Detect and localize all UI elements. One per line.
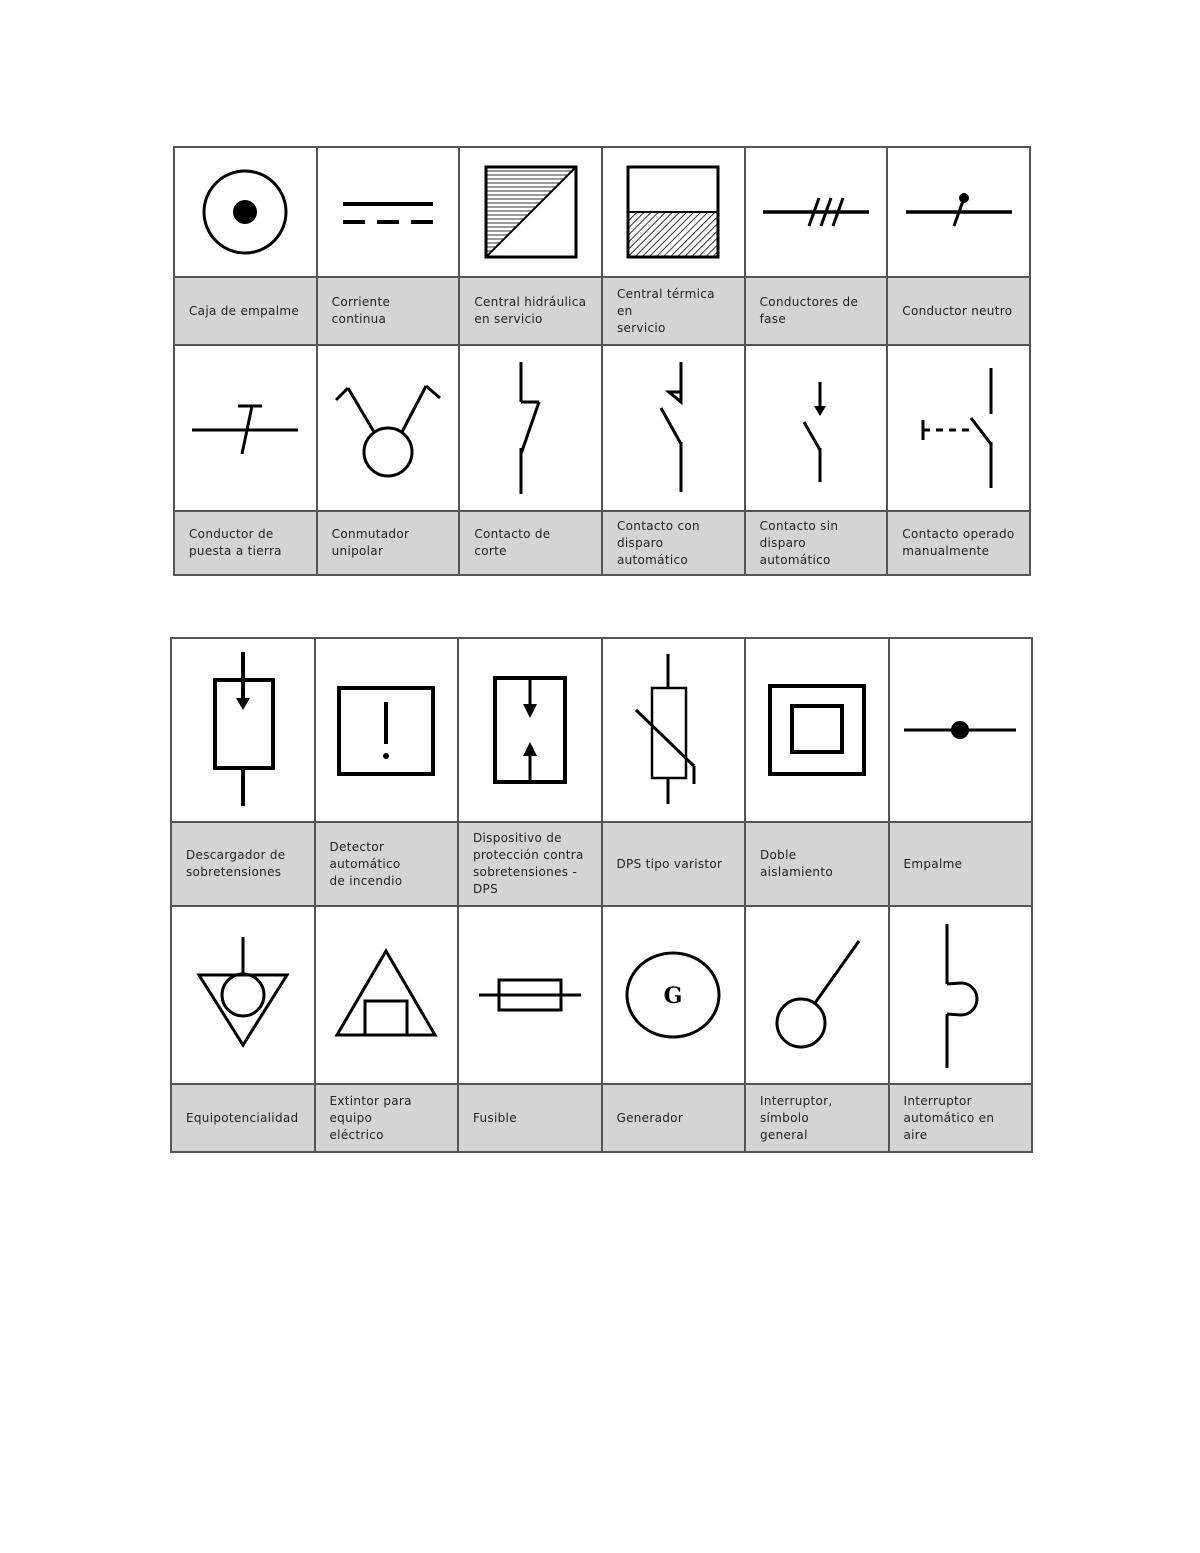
- symbol-label: DPS tipo varistor: [616, 856, 723, 871]
- phase-conductors-icon: [761, 182, 871, 242]
- label-cell: [171, 1084, 315, 1152]
- symbol-cell: [458, 906, 602, 1084]
- extinguisher-icon: [331, 945, 441, 1045]
- symbol-cell: [887, 147, 1030, 277]
- label-cell: [315, 822, 459, 906]
- symbols-table-2: [170, 637, 1033, 1153]
- label-cell: [459, 511, 602, 575]
- table-row: [171, 638, 1032, 822]
- break-contact-icon: [501, 358, 561, 498]
- symbol-label: Contacto sin disparo automático: [759, 518, 839, 567]
- symbol-cell: [602, 147, 745, 277]
- generator-letter: G: [663, 983, 683, 1009]
- symbol-cell: [745, 638, 889, 822]
- label-cell: [602, 277, 745, 345]
- symbol-cell: [174, 147, 317, 277]
- symbol-label: Conductor neutro: [902, 303, 1013, 318]
- symbol-cell: [889, 906, 1033, 1084]
- symbol-cell: [887, 345, 1030, 511]
- hydraulic-plant-icon: [481, 162, 581, 262]
- symbol-label: Contacto de corte: [474, 527, 551, 558]
- symbol-label: Corriente continua: [331, 295, 391, 326]
- table-row: [174, 511, 1030, 575]
- symbol-label: Contacto con disparo automático: [616, 518, 700, 567]
- symbol-cell: [317, 147, 460, 277]
- label-cell: [315, 1084, 459, 1152]
- symbol-label: Descargador de sobretensiones: [186, 848, 286, 879]
- surge-arrester-icon: [203, 650, 283, 810]
- label-cell: [745, 511, 888, 575]
- symbol-cell: [315, 638, 459, 822]
- label-cell: [745, 1084, 889, 1152]
- symbol-label: Extintor para equipo eléctrico: [329, 1093, 412, 1142]
- symbol-label: Interruptor, símbolo general: [760, 1093, 833, 1142]
- junction-box-icon: [195, 162, 295, 262]
- symbol-label: Empalme: [903, 856, 963, 871]
- varistor-icon: [628, 650, 718, 810]
- generator-icon: [623, 950, 723, 1040]
- table-row: [174, 277, 1030, 345]
- symbol-label: Central térmica en servicio: [616, 286, 715, 335]
- label-cell: [458, 822, 602, 906]
- symbol-cell: [602, 906, 746, 1084]
- table-row: [174, 345, 1030, 511]
- manual-contact-icon: [909, 358, 1009, 498]
- label-cell: [887, 277, 1030, 345]
- symbol-cell: [317, 345, 460, 511]
- symbol-cell: [458, 638, 602, 822]
- label-cell: [602, 822, 746, 906]
- symbol-cell: [171, 638, 315, 822]
- switch-general-icon: [767, 935, 867, 1055]
- label-cell: [458, 1084, 602, 1152]
- symbol-cell: [459, 147, 602, 277]
- splice-icon: [900, 710, 1020, 750]
- symbol-label: Conmutador unipolar: [331, 527, 410, 558]
- symbol-label: Conductor de puesta a tierra: [189, 527, 282, 558]
- table-row: [174, 147, 1030, 277]
- symbol-label: Contacto operado manualmente: [902, 527, 1015, 558]
- label-cell: [887, 511, 1030, 575]
- fire-detector-icon: [331, 680, 441, 780]
- symbol-label: Central hidráulica en servicio: [474, 295, 587, 326]
- neutral-conductor-icon: [904, 182, 1014, 242]
- symbol-label: Dispositivo de protección contra sobretensiones - DPS: [473, 831, 584, 896]
- symbol-cell: [745, 147, 888, 277]
- symbol-cell: [889, 638, 1033, 822]
- symbol-cell: [171, 906, 315, 1084]
- surge-protection-device-icon: [485, 670, 575, 790]
- table-row: [171, 1084, 1032, 1152]
- fuse-icon: [475, 970, 585, 1020]
- ground-conductor-icon: [190, 388, 300, 468]
- thermal-plant-icon: [623, 162, 723, 262]
- symbol-label: Detector automático de incendio: [329, 839, 403, 888]
- symbol-label: Conductores de fase: [759, 295, 859, 326]
- no-auto-trip-contact-icon: [786, 358, 846, 498]
- symbol-cell: [602, 345, 745, 511]
- double-insulation-icon: [762, 680, 872, 780]
- label-cell: [889, 1084, 1033, 1152]
- label-cell: [745, 822, 889, 906]
- label-cell: [745, 277, 888, 345]
- symbol-label: Fusible: [473, 1110, 517, 1125]
- symbol-label: Interruptor automático en aire: [903, 1093, 995, 1142]
- table-row: [171, 906, 1032, 1084]
- label-cell: [174, 277, 317, 345]
- air-circuit-breaker-icon: [925, 920, 995, 1070]
- label-cell: [174, 511, 317, 575]
- table-row: [171, 822, 1032, 906]
- label-cell: [317, 277, 460, 345]
- symbol-cell: [602, 638, 746, 822]
- symbols-table-1: [173, 146, 1031, 576]
- symbol-cell: [745, 345, 888, 511]
- single-pole-switch-icon: [328, 368, 448, 488]
- symbol-cell: [459, 345, 602, 511]
- label-cell: [459, 277, 602, 345]
- symbol-label: Doble aislamiento: [760, 848, 833, 879]
- symbol-label: Equipotencialidad: [186, 1110, 299, 1125]
- label-cell: [602, 511, 745, 575]
- direct-current-icon: [333, 182, 443, 242]
- symbol-cell: [315, 906, 459, 1084]
- symbol-cell: [745, 906, 889, 1084]
- label-cell: [317, 511, 460, 575]
- equipotential-icon: [193, 935, 293, 1055]
- label-cell: [889, 822, 1033, 906]
- symbol-cell: [174, 345, 317, 511]
- label-cell: [602, 1084, 746, 1152]
- auto-trip-contact-icon: [643, 358, 703, 498]
- label-cell: [171, 822, 315, 906]
- symbol-label: Caja de empalme: [189, 303, 299, 318]
- symbol-label: Generador: [616, 1110, 684, 1125]
